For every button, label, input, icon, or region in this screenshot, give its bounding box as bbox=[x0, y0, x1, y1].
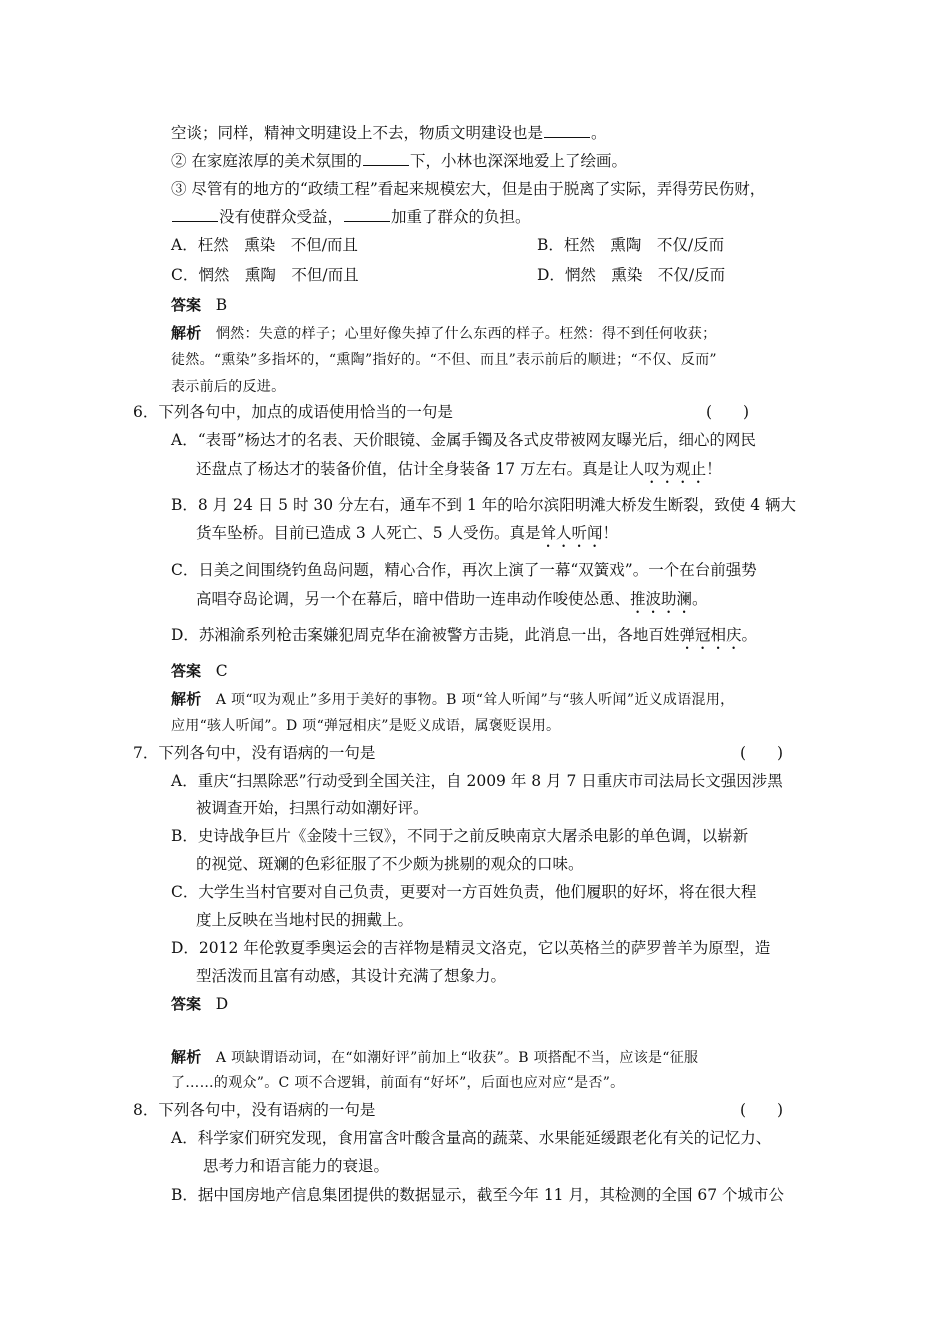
q7-stem: 7．下列各句中，没有语病的一句是 bbox=[133, 744, 376, 762]
q5-line-2: ② 在家庭浓厚的美术氛围的 下，小林也深深地爱上了绘画。 bbox=[171, 152, 627, 170]
q6-option-c-line1: C．日美之间围绕钓鱼岛问题，精心合作，再次上演了一幕“双簧戏”。一个在台前强势 bbox=[171, 561, 757, 579]
q7-answer-paren: ( ) bbox=[740, 744, 784, 762]
q7-option-c-line2: 度上反映在当地村民的拥戴上。 bbox=[196, 911, 414, 929]
q7-analysis-1: 解析 A 项缺谓语动词，在“如潮好评”前加上“收获”。B 项搭配不当，应该是“征服 bbox=[171, 1048, 699, 1066]
q5-option-c: C．惘然 熏陶 不但/而且 bbox=[171, 266, 359, 284]
q5-analysis-3: 表示前后的反进。 bbox=[171, 379, 286, 395]
q8-stem: 8．下列各句中，没有语病的一句是 bbox=[133, 1101, 376, 1119]
q7-option-c-line1: C．大学生当村官要对自己负责，更要对一方百姓负责，他们履职的好坏，将在很大程 bbox=[171, 883, 757, 901]
q6-option-a-line2: 还盘点了杨达才的装备价值，估计全身装备 17 万左右。真是让人叹为观止！ bbox=[196, 460, 722, 478]
q7-option-b-line2: 的视觉、斑斓的色彩征服了不少颇为挑剔的观众的口味。 bbox=[196, 855, 584, 873]
q7-option-a-line1: A．重庆“扫黑除恶”行动受到全国关注，自 2009 年 8 月 7 日重庆市司法局长文强因涉黑 bbox=[171, 772, 783, 790]
q6-answer-paren: ( ) bbox=[706, 403, 750, 421]
q5-line-1: 空谈；同样，精神文明建设上不去，物质文明建设也是 。 bbox=[171, 124, 607, 142]
q8-option-b-line1: B．据中国房地产信息集团提供的数据显示，截至今年 11 月，其检测的全国 67 个城市公 bbox=[171, 1186, 785, 1204]
q5-option-a: A．枉然 熏染 不但/而且 bbox=[171, 236, 358, 254]
q6-option-b-line1: B．8 月 24 日 5 时 30 分左右，通车不到 1 年的哈尔滨阳明滩大桥发生断裂，致使 4 辆大 bbox=[171, 496, 796, 514]
q8-option-a-line1: A．科学家们研究发现，食用富含叶酸含量高的蔬菜、水果能延缓跟老化有关的记忆力、 bbox=[171, 1129, 772, 1147]
q5-line-4: 没有使群众受益， 加重了群众的负担。 bbox=[171, 206, 531, 228]
q6-option-b-line2: 货车坠桥。目前已造成 3 人死亡、5 人受伤。真是耸人听闻！ bbox=[196, 524, 619, 542]
q6-analysis-2: 应用“骇人听闻”。D 项“弹冠相庆”是贬义成语，属褒贬误用。 bbox=[171, 718, 561, 734]
q6-option-c-line2: 高唱夺岛论调，另一个在幕后，暗中借助一连串动作唆使怂恿、推波助澜。 bbox=[196, 590, 708, 608]
q5-analysis-1: 解析 惘然：失意的样子；心里好像失掉了什么东西的样子。枉然：得不到任何收获； bbox=[171, 324, 717, 342]
q8-option-a-line2: 思考力和语言能力的衰退。 bbox=[203, 1157, 390, 1175]
fill-blank bbox=[172, 206, 218, 222]
q8-answer-paren: ( ) bbox=[740, 1101, 784, 1119]
fill-blank bbox=[544, 122, 590, 138]
q7-option-d-line2: 型活泼而且富有动感，其设计充满了想象力。 bbox=[196, 967, 507, 985]
q7-option-b-line1: B．史诗战争巨片《金陵十三钗》，不同于之前反映南京大屠杀电影的单色调，以崭新 bbox=[171, 827, 749, 845]
fill-blank bbox=[344, 206, 390, 222]
dotted-idiom: 耸人听闻 bbox=[540, 524, 603, 542]
q7-analysis-2: 了……的观众”。C 项不合逻辑，前面有“好坏”，后面也应对应“是否”。 bbox=[171, 1075, 625, 1091]
q6-option-a-line1: A．“表哥”杨达才的名表、天价眼镜、金属手镯及各式皮带被网友曝光后，细心的网民 bbox=[171, 431, 757, 449]
q5-option-b: B．枉然 熏陶 不仅/反而 bbox=[537, 236, 725, 254]
q7-answer: 答案 D bbox=[171, 995, 229, 1013]
dotted-idiom: 叹为观止 bbox=[644, 460, 707, 478]
dotted-idiom: 弹冠相庆 bbox=[679, 626, 742, 644]
dotted-idiom: 推波助澜 bbox=[630, 590, 693, 608]
q5-option-d: D．惘然 熏染 不仅/反而 bbox=[537, 266, 726, 284]
q5-line-3: ③ 尽管有的地方的“政绩工程”看起来规模宏大，但是由于脱离了实际，弄得劳民伤财， bbox=[171, 180, 766, 198]
q6-stem: 6．下列各句中，加点的成语使用恰当的一句是 bbox=[133, 403, 453, 421]
q6-answer: 答案 C bbox=[171, 662, 228, 680]
q7-option-d-line1: D．2012 年伦敦夏季奥运会的吉祥物是精灵文洛克，它以英格兰的萨罗普羊为原型，造 bbox=[171, 939, 771, 957]
q6-option-d-line1: D．苏湘渝系列枪击案嫌犯周克华在渝被警方击毙，此消息一出，各地百姓弹冠相庆。 bbox=[171, 626, 757, 644]
q7-option-a-line2: 被调查开始，扫黑行动如潮好评。 bbox=[196, 799, 429, 817]
q5-analysis-2: 徒然。“熏染”多指坏的，“熏陶”指好的。“不但、而且”表示前后的顺进；“不仅、反而” bbox=[171, 352, 717, 368]
fill-blank bbox=[363, 150, 409, 166]
q6-analysis-1: 解析 A 项“叹为观止”多用于美好的事物。B 项“耸人听闻”与“骇人听闻”近义成语混用， bbox=[171, 690, 735, 708]
q5-answer: 答案 B bbox=[171, 296, 228, 314]
